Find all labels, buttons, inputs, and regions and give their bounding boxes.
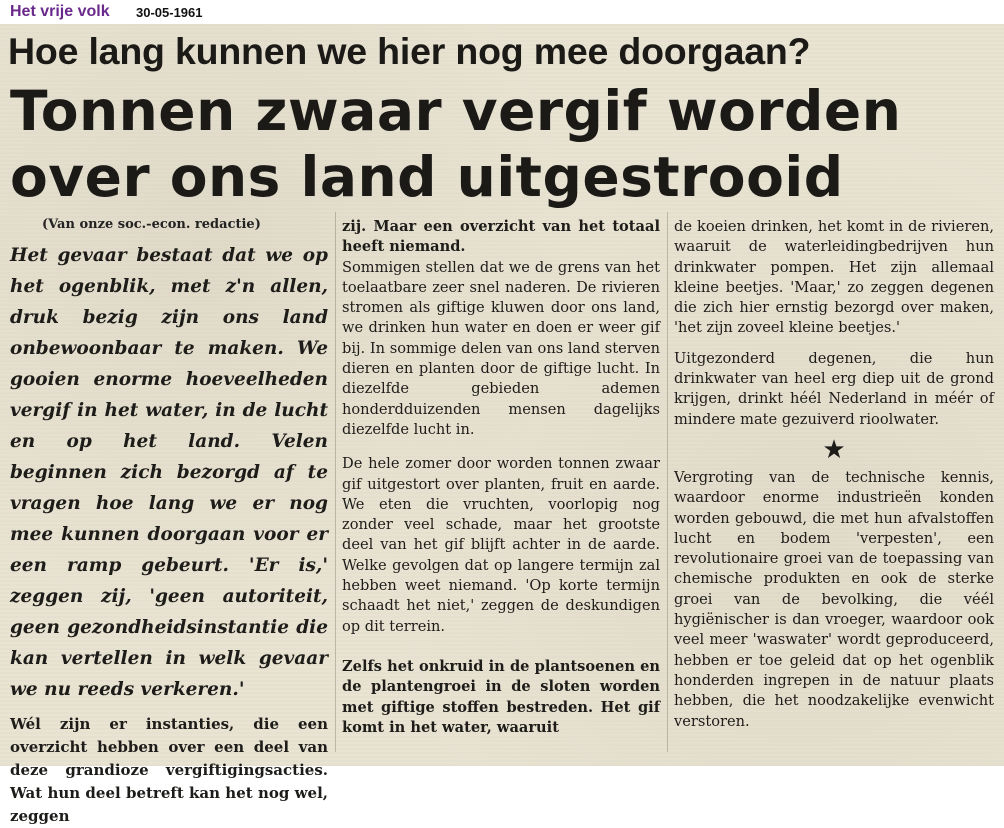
article-column-1 bbox=[10, 240, 328, 828]
article-paragraph: De hele zomer door worden tonnen zwaar gif uitgestort over planten, fruit en aarde. We eten die vruchten, voorlopig nog zonder veel schade, maar het grootste deel van het gif blijft achter in de aarde. Welke gevolgen dat op langere termijn zal hebben weet niemand. 'Op korte termijn schaadt het niet,' zeggen de deskundigen op dit terrein. bbox=[342, 455, 660, 635]
article-paragraph: Vergroting van de technische kennis, waardoor enorme industrieën konden worden gebouwd, die met hun afvalstoffen lucht en bodem 'verpesten', een revolutionaire groei van de toepassing van chemische produkten en ook de sterke groei van de bevolking, die véél hygiënischer is dan vroeger, waardoor ook veel meer 'waswater' wordt geproduceerd, hebben er toe geleid dat op het ogenblik honderden ingrepen in de natuur plaats hebben, die het noodzakelijke evenwicht verstoren. bbox=[674, 468, 994, 730]
article-subheadline: Tonnen zwaar vergif worden over ons land uitgestrooid bbox=[10, 79, 902, 209]
article-column-2 bbox=[342, 217, 660, 738]
article-intro: Het gevaar bestaat dat we op het ogenblik, met z'n allen, druk bezig zijn ons land onbewoonbaar te maken. We gooien enorme hoeveelheden vergif in het water, in de lucht en op het land. Velen beginnen zich bezorgd af te vragen hoe lang we er nog mee kunnen doorgaan voor er een ramp gebeurt. 'Er is,' zeggen zij, 'geen autoriteit, geen gezondheidsinstantie die kan vertellen in welk gevaar we nu reeds verkeren.' bbox=[10, 245, 328, 700]
article-paragraph: Zelfs het onkruid in de plantsoenen en de plantengroei in de sloten worden met giftige stoffen bestreden. Het gif komt in het water, waaruit bbox=[342, 657, 660, 736]
article-paragraph: Sommigen stellen dat we de grens van het toelaatbare zeer snel naderen. De rivieren stromen als giftige kluwen door ons land, we drinken hun water en doen er weer gif bij. In sommige delen van ons land sterven dieren en planten door de giftige lucht. In diezelfde gebieden ademen honderdduizenden mensen dagelijks diezelfde lucht in. bbox=[342, 258, 660, 438]
publication-date: 30-05-1961 bbox=[136, 5, 203, 20]
column-divider bbox=[335, 212, 336, 752]
newspaper-name: Het vrije volk bbox=[10, 3, 110, 20]
article-paragraph: Wél zijn er instanties, die een overzicht hebben over een deel van deze grandioze vergiftigingsacties. Wat hun deel betreft kan het nog wel, zeggen bbox=[10, 715, 328, 825]
article-paragraph: de koeien drinken, het komt in de rivieren, waaruit de waterleidingbedrijven hun drinkwater pompen. Het zijn allemaal kleine beetjes. 'Maar,' zo zeggen degenen die zich hier ernstig bezorgd over maken, 'het zijn zoveel kleine beetjes.' bbox=[674, 218, 994, 337]
column-divider bbox=[667, 212, 668, 752]
article-column-3 bbox=[674, 217, 994, 732]
article-byline: (Van onze soc.-econ. redactie) bbox=[42, 217, 261, 232]
source-bar bbox=[0, 0, 1004, 24]
star-separator: ★ bbox=[822, 434, 846, 465]
article-paragraph: zij. Maar een overzicht van het totaal heeft niemand. bbox=[342, 218, 660, 256]
article-paragraph: Uitgezonderd degenen, die hun drinkwater van heel erg diep uit de grond krijgen, drinkt héél Nederland in méér of mindere mate gezuiverd rioolwater. bbox=[674, 349, 994, 428]
article-headline: Hoe lang kunnen we hier nog mee doorgaan? bbox=[8, 30, 811, 72]
